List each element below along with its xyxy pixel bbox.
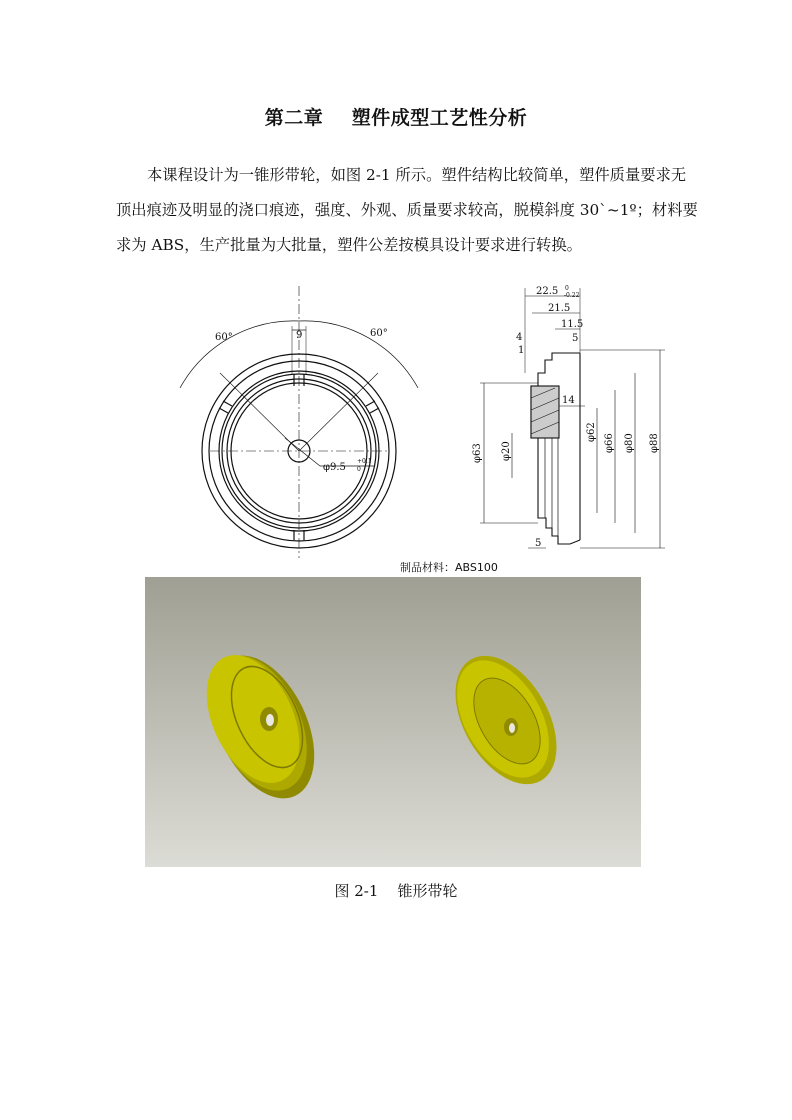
paragraph-line-2: 顶出痕迹及明显的浇口痕迹，强度、外观、质量要求较高，脱模斜度 30`~1º；材料要 <box>116 201 698 219</box>
body-paragraph <box>116 158 708 263</box>
engineering-drawing <box>160 278 660 568</box>
dia-80-label: φ80 <box>624 433 635 453</box>
slot-left-b <box>219 408 228 413</box>
angle-right-label: 60° <box>370 328 388 339</box>
dim-top-label: 22.5 <box>536 286 559 297</box>
angle-arc-right <box>299 321 418 388</box>
section-outline <box>531 353 580 544</box>
hole-tol-upper: +0.1 <box>357 458 372 465</box>
dim-top-tol-upper: 0 <box>565 285 569 292</box>
3d-render-image <box>145 577 641 867</box>
paragraph-line-1: 本课程设计为一锥形带轮，如图 2-1 所示。塑件结构比较简单，塑件质量要求无 <box>147 166 687 184</box>
front-view <box>180 286 418 558</box>
figure-caption: 图 2-1 锥形带轮 <box>334 882 458 900</box>
hole-tol-lower: 0 <box>357 466 361 473</box>
chapter-heading: 第二章 塑件成型工艺性分析 <box>264 107 528 129</box>
dim-4-label: 4 <box>516 332 523 343</box>
dia-20-label: φ20 <box>501 441 512 461</box>
angle-arc-left <box>180 321 299 388</box>
dia-88-label: φ88 <box>649 433 660 453</box>
slot-right-a <box>366 401 375 406</box>
dim-14-label: 14 <box>562 395 575 406</box>
dim-11-label: 11.5 <box>561 319 584 330</box>
material-label: 制品材料：ABS100 <box>400 561 498 574</box>
dim-1-label: 1 <box>518 345 525 356</box>
dim-5-small-label: 5 <box>572 333 579 344</box>
paragraph-line-3: 求为 ABS，生产批量为大批量，塑件公差按模具设计要求进行转换。 <box>116 236 582 254</box>
dia-66-label: φ66 <box>604 433 615 453</box>
dim-5-bottom-label: 5 <box>535 538 542 549</box>
angle-left-label: 60° <box>215 332 233 343</box>
slot-left-a <box>223 401 232 406</box>
dim-top-tol-lower: -0.22 <box>564 292 580 299</box>
dia-62-label: φ62 <box>586 422 597 442</box>
slot-right-b <box>370 408 379 413</box>
dim-21-label: 21.5 <box>548 303 571 314</box>
hole-dim-label: φ9.5 <box>323 462 346 473</box>
slot-width-label: 9 <box>296 330 303 341</box>
dia-63-label: φ63 <box>472 443 483 463</box>
